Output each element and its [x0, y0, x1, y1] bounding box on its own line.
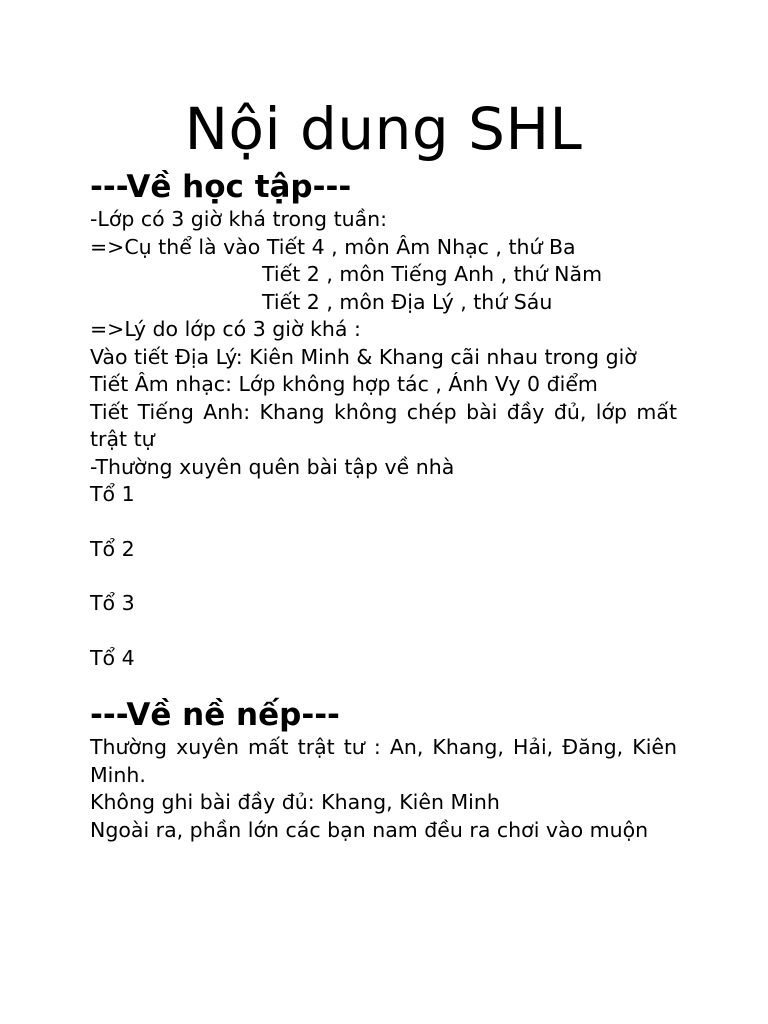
study-line-7: Tiết Âm nhạc: Lớp không hợp tác , Ánh Vy 0 điểm: [90, 372, 598, 396]
discipline-line-2: Không ghi bài đầy đủ: Khang, Kiên Minh: [90, 790, 500, 814]
section-heading-study: ---Về học tập---: [90, 169, 352, 205]
discipline-line-1: Thường xuyên mất trật tư : An, Khang, Hải, Đăng, Kiên Minh.: [90, 735, 677, 787]
study-line-2: =>Cụ thể là vào Tiết 4 , môn Âm Nhạc , thứ Ba: [90, 234, 576, 259]
section-heading-discipline: ---Về nề nếp---: [90, 697, 340, 733]
group-1: Tổ 1: [90, 482, 135, 506]
study-line-9: -Thường xuyên quên bài tập về nhà: [90, 454, 455, 479]
study-line-8: Tiết Tiếng Anh: Khang không chép bài đầy đủ, lớp mất trật tự: [90, 399, 677, 451]
study-line-3: Tiết 2 , môn Tiếng Anh , thứ Năm: [262, 262, 603, 286]
group-3: Tổ 3: [90, 591, 135, 615]
document-page: [90, 88, 677, 844]
discipline-line-3: Ngoài ra, phần lớn các bạn nam đều ra chơi vào muộn: [90, 817, 649, 842]
study-line-6: Vào tiết Địa Lý: Kiên Minh & Khang cãi nhau trong giờ: [90, 344, 637, 369]
study-line-1: -Lớp có 3 giờ khá trong tuần:: [90, 207, 388, 231]
group-2: Tổ 2: [90, 536, 135, 561]
study-line-4: Tiết 2 , môn Địa Lý , thứ Sáu: [262, 289, 553, 314]
page-title: Nội dung SHL: [184, 95, 583, 163]
group-4: Tổ 4: [90, 645, 135, 670]
study-line-5: =>Lý do lớp có 3 giờ khá :: [90, 317, 361, 341]
